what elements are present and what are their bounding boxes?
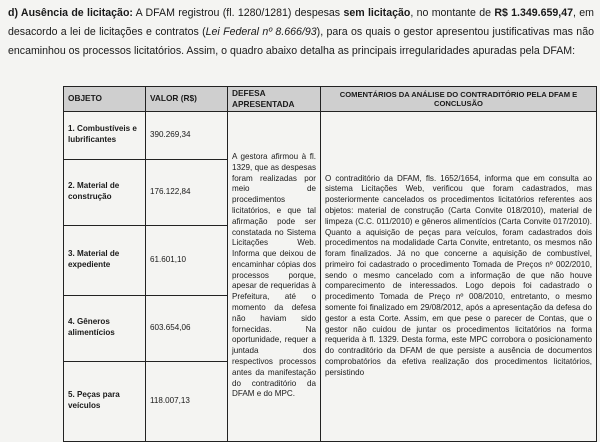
header-valor: VALOR (R$) — [146, 87, 228, 112]
irregularities-table — [63, 86, 597, 442]
row-valor: 118.007,13 — [146, 361, 228, 441]
row-objeto: 3. Material de expediente — [64, 225, 146, 295]
table-header-row — [64, 87, 597, 112]
row-valor: 176.122,84 — [146, 159, 228, 225]
intro-text-2: , no montante de — [410, 7, 495, 19]
intro-text-1: A DFAM registrou (fl. 1280/1281) despesas — [132, 7, 344, 19]
row-objeto: 1. Combustíveis e lubrificantes — [64, 111, 146, 159]
comentario-text: O contraditório da DFAM, fls. 1652/1654, informa que em consulta ao sistema Licitações Web, verificou que foram cadastrados, mas posteriormente cancelados os procedimentos licitatórios referentes aos objetos: material de construção (Carta Convite 018/2010), material de limpeza (C.C. 011/2010) e gêneros alimentícios (Carta Convite 017/2010). Quanto a aquisição de peças para veículos, foram cadastrados dois procedimentos na modalidade Carta Convite, entretanto, os mesmos não foram finalizados. Já no que concerne a aquisição de combustível, primeiro foi cadastrado o procedimento Tomada de Preços nº 002/2010, sendo o mesmo cancelado com a informação de que não houve comparecimento de interessados. Logo depois foi cadastrado o procedimento Tomada de Preço nº 008/2010, entretanto, o mesmo somente foi finalizado em 29/08/2012, após a apresentação da defesa do gestor a esta Corte. Assim, em que pese o parecer de Contas, que o gestor não cuidou de juntar os procedimentos licitatórios na forma requerida à fl. 1329. Desta forma, este MPC corrobora o posicionamento do contraditório da DFAM de que persiste a ausência de documentos comprobatórios da efetiva realização dos procedimentos licitatórios, persistindo — [325, 173, 592, 377]
header-objeto: OBJETO — [64, 87, 146, 112]
intro-text-4: ), para os quais o gestor apresentou justificativas mas não encaminhou os processos licitatórios. Assim, o quadro abaixo detalha as principais irregularidades apuradas pela DFAM: — [8, 26, 594, 57]
row-objeto: 4. Gêneros alimentícios — [64, 295, 146, 361]
row-objeto: 2. Material de construção — [64, 159, 146, 225]
intro-law: Lei Federal nº 8.666/93 — [205, 26, 317, 38]
header-comentarios: COMENTÁRIOS DA ANÁLISE DO CONTRADITÓRIO PELA DFAM E CONCLUSÃO — [321, 87, 597, 112]
row-valor: 603.654,06 — [146, 295, 228, 361]
row-valor: 61.601,10 — [146, 225, 228, 295]
section-heading: d) Ausência de licitação: — [8, 7, 133, 19]
intro-paragraph — [8, 4, 594, 61]
defesa-text: A gestora afirmou à fl. 1329, que as despesas foram realizadas por meio de procedimentos licitatórios, e que tal afirmação pode ser constatada no Sistema Licitações Web. Informa que deixou de encaminhar cópias dos processos porque, apesar de requeridas à Prefeitura, até o momento da defesa não haviam sido fornecidas. Na oportunidade, requer a juntada dos respectivos processos antes da manifestação do contraditório da DFAM e do MPC. — [232, 151, 316, 399]
intro-bold-term: sem licitação — [343, 7, 411, 19]
comentario-cell — [321, 111, 597, 441]
intro-text-3: , em desacordo a lei de licitações e contratos ( — [8, 7, 595, 38]
defesa-cell — [228, 111, 321, 441]
row-objeto: 5. Peças para veículos — [64, 361, 146, 441]
row-valor: 390.269,34 — [146, 111, 228, 159]
intro-amount: R$ 1.349.659,47 — [494, 7, 574, 19]
header-defesa: DEFESA APRESENTADA — [228, 87, 321, 112]
table-row — [64, 111, 597, 159]
